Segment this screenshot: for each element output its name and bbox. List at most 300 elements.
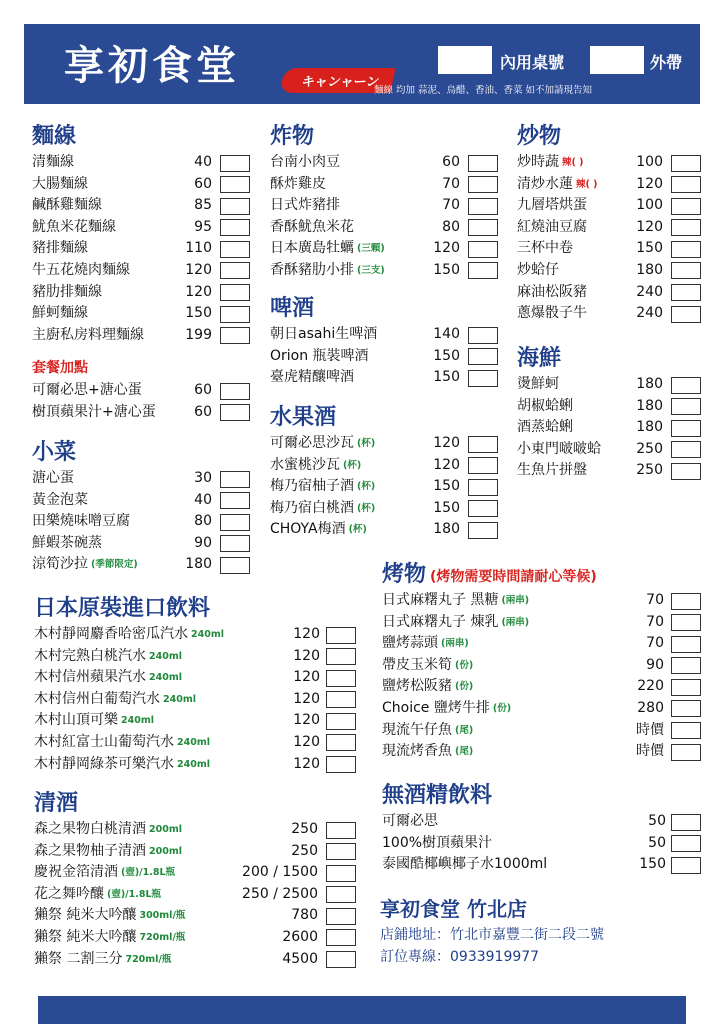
item-note: (份) xyxy=(455,681,474,693)
menu-item xyxy=(382,590,704,612)
item-price: 120 xyxy=(293,733,320,750)
item-price: 95 xyxy=(194,218,212,235)
quantity-box[interactable] xyxy=(326,865,356,882)
item-name xyxy=(382,698,511,720)
section-title: 炒物 xyxy=(517,124,562,149)
quantity-box[interactable] xyxy=(671,614,701,631)
item-name xyxy=(32,238,88,260)
grill-title-note: (烤物需要時間請耐心等候) xyxy=(430,569,597,585)
quantity-box[interactable] xyxy=(671,284,701,301)
item-price: 180 xyxy=(636,261,663,278)
item-name-text: 豬肋排麵線 xyxy=(32,283,102,300)
quantity-box[interactable] xyxy=(220,404,250,421)
menu-item xyxy=(34,754,364,776)
item-price: 150 xyxy=(433,261,460,278)
item-price: 250 xyxy=(636,462,663,479)
quantity-box[interactable] xyxy=(671,219,701,236)
item-name-text: 梅乃宿柚子酒 xyxy=(270,478,354,495)
item-name-text: 木村山頂可樂 xyxy=(34,712,118,729)
menu-item xyxy=(270,152,500,174)
quantity-box[interactable] xyxy=(220,514,250,531)
quantity-box[interactable] xyxy=(671,593,701,610)
menu-item xyxy=(32,282,252,304)
item-name xyxy=(34,841,182,863)
item-name-text: 木村靜岡麝香哈密瓜汽水 xyxy=(34,626,188,642)
item-name-text: 日式麻糬丸子 煉乳 xyxy=(382,613,499,630)
item-price: 80 xyxy=(194,513,212,530)
quantity-box[interactable] xyxy=(326,648,356,665)
item-name-text: 日式麻糬丸子 黑糖 xyxy=(382,592,499,608)
quantity-box[interactable] xyxy=(671,814,701,831)
item-name-text: 鹽烤松阪豬 xyxy=(382,678,452,695)
menu-item xyxy=(32,152,252,174)
quantity-box[interactable] xyxy=(220,492,250,509)
item-name-text: 樹頂蘋果汁+溏心蛋 xyxy=(32,403,156,420)
item-price: 120 xyxy=(293,690,320,707)
quantity-box[interactable] xyxy=(220,471,250,488)
section-sides xyxy=(32,438,252,576)
section-beer xyxy=(270,294,500,389)
quantity-box[interactable] xyxy=(220,306,250,323)
quantity-box[interactable] xyxy=(220,262,250,279)
section-title: 水果酒 xyxy=(270,405,337,430)
item-price: 2600 xyxy=(282,928,318,945)
item-name-text: 酒蒸蛤蜊 xyxy=(517,419,573,436)
item-price: 70 xyxy=(646,592,664,608)
menu-item xyxy=(382,633,704,655)
quantity-box[interactable] xyxy=(671,377,701,394)
quantity-box[interactable] xyxy=(671,241,701,258)
quantity-box[interactable] xyxy=(220,284,250,301)
quantity-box[interactable] xyxy=(220,557,250,574)
grill-title: 烤物 xyxy=(382,562,427,587)
item-price: 70 xyxy=(646,613,664,630)
item-name xyxy=(270,195,340,217)
item-price: 60 xyxy=(194,175,212,192)
menu-item xyxy=(270,367,500,389)
quantity-box[interactable] xyxy=(326,886,356,903)
item-note: (三支) xyxy=(357,264,385,276)
item-name-text: 朝日asahi生啤酒 xyxy=(270,326,378,342)
item-name xyxy=(34,949,171,971)
quantity-box[interactable] xyxy=(220,176,250,193)
item-note: (杯) xyxy=(357,438,376,449)
item-name xyxy=(34,905,185,927)
section-title: 日本原裝進口飲料 xyxy=(34,596,211,621)
item-note: (季節限定) xyxy=(91,559,138,571)
quantity-box[interactable] xyxy=(468,176,498,193)
item-name-text: 水蜜桃沙瓦 xyxy=(270,456,340,473)
menu-item xyxy=(34,927,364,949)
item-price: 50 xyxy=(648,834,666,851)
quantity-box[interactable] xyxy=(326,843,356,860)
menu-item xyxy=(270,498,500,520)
item-price: 120 xyxy=(433,456,460,473)
menu-item xyxy=(32,511,252,533)
item-note: 辣( ) xyxy=(562,157,584,168)
menu-item xyxy=(32,468,252,490)
item-price: 150 xyxy=(433,347,460,364)
store-phone: 訂位專線：0933919977 xyxy=(380,949,540,965)
quantity-box[interactable] xyxy=(468,348,498,365)
item-note: 辣( ) xyxy=(576,178,598,190)
item-name-text: 牛五花燒肉麵線 xyxy=(32,261,130,278)
item-name-text: 涼筍沙拉 xyxy=(32,556,88,573)
quantity-box[interactable] xyxy=(326,627,356,644)
quantity-box[interactable] xyxy=(671,262,701,279)
section-title: 清酒 xyxy=(34,791,79,816)
item-price: 120 xyxy=(636,218,663,235)
item-name-text: 田樂燒味噌豆腐 xyxy=(32,513,130,530)
menu-item xyxy=(517,417,707,439)
menu-item xyxy=(517,174,707,196)
item-price: 150 xyxy=(636,240,663,257)
item-price: 150 xyxy=(639,856,666,873)
quantity-box[interactable] xyxy=(220,535,250,552)
item-name-text: 木村完熟白桃汽水 xyxy=(34,647,146,664)
item-name xyxy=(270,152,340,174)
item-price: 60 xyxy=(194,403,212,420)
item-name-text: 清麵線 xyxy=(32,154,74,170)
item-note: (份) xyxy=(492,702,512,714)
quantity-box[interactable] xyxy=(468,436,498,453)
store-info xyxy=(380,894,700,968)
item-name-text: 生魚片拼盤 xyxy=(517,462,587,479)
quantity-box[interactable] xyxy=(326,691,356,708)
item-price: 60 xyxy=(442,154,460,170)
quantity-box[interactable] xyxy=(671,679,701,696)
item-name-text: 臺虎精釀啤酒 xyxy=(270,369,354,386)
item-name xyxy=(382,590,529,612)
section-soft-drinks xyxy=(382,781,704,876)
item-name xyxy=(382,676,473,698)
item-price: 280 xyxy=(637,699,664,716)
quantity-box[interactable] xyxy=(468,262,498,279)
menu-item xyxy=(32,195,252,217)
item-name xyxy=(382,655,473,677)
quantity-box[interactable] xyxy=(468,500,498,517)
menu-item xyxy=(32,174,252,196)
item-name-text: 獺祭 純米大吟釀 xyxy=(34,928,137,945)
item-name-text: 日式炸豬排 xyxy=(270,197,340,214)
menu-item xyxy=(517,260,707,282)
item-name-text: 鮮蚵麵線 xyxy=(32,305,88,322)
item-note: (尾) xyxy=(455,724,474,736)
menu-item xyxy=(270,476,500,498)
item-name xyxy=(32,468,74,490)
menu-item xyxy=(32,402,252,424)
quantity-box[interactable] xyxy=(671,657,701,674)
item-note: 240ml xyxy=(177,736,210,748)
item-price: 30 xyxy=(194,470,212,486)
quantity-box[interactable] xyxy=(468,241,498,258)
item-note: (杯) xyxy=(348,524,367,536)
quantity-box[interactable] xyxy=(468,522,498,539)
item-note: (壺)/1.8L瓶 xyxy=(107,888,162,900)
menu-item xyxy=(32,260,252,282)
item-price: 250 / 2500 xyxy=(242,885,318,902)
table-number-box[interactable] xyxy=(438,46,492,74)
item-name-text: Choice 鹽烤牛排 xyxy=(382,699,490,716)
menu-item xyxy=(32,554,252,576)
item-note: 300ml/瓶 xyxy=(139,910,186,922)
menu-item xyxy=(34,819,364,841)
section-fried xyxy=(270,122,500,282)
item-name xyxy=(34,646,182,668)
item-note: (兩串) xyxy=(441,638,469,650)
item-name xyxy=(32,303,88,325)
section-title xyxy=(382,560,704,590)
item-name-text: 可爾必思 xyxy=(382,813,438,829)
item-price: 120 xyxy=(433,435,460,451)
item-price: 150 xyxy=(433,499,460,516)
quantity-box[interactable] xyxy=(220,383,250,400)
item-name-text: 鹽烤蒜頭 xyxy=(382,635,438,652)
quantity-box[interactable] xyxy=(326,713,356,730)
quantity-box[interactable] xyxy=(671,420,701,437)
item-price: 780 xyxy=(291,907,318,924)
quantity-box[interactable] xyxy=(468,370,498,387)
item-price: 199 xyxy=(185,326,212,343)
item-note: (壺)/1.8L瓶 xyxy=(121,867,176,879)
item-name-text: 麻油松阪豬 xyxy=(517,283,587,300)
item-name-text: 香酥豬肋小排 xyxy=(270,261,354,278)
item-name-text: 獺祭 二割三分 xyxy=(34,950,123,967)
item-price: 120 xyxy=(293,626,320,642)
item-name-text: 大腸麵線 xyxy=(32,175,88,192)
quantity-box[interactable] xyxy=(326,822,356,839)
item-name-text: CHOYA梅酒 xyxy=(270,521,346,538)
quantity-box[interactable] xyxy=(671,463,701,480)
item-name-text: 可爾必思沙瓦 xyxy=(270,435,354,451)
item-name-text: 現流午仔魚 xyxy=(382,721,452,738)
menu-item xyxy=(34,884,364,906)
quantity-box[interactable] xyxy=(468,479,498,496)
menu-item xyxy=(382,655,704,677)
item-name-text: 台南小肉豆 xyxy=(270,154,340,170)
item-price: 220 xyxy=(637,678,664,695)
section-stirfry xyxy=(517,122,707,325)
item-price: 120 xyxy=(293,669,320,686)
item-price: 180 xyxy=(185,556,212,573)
item-name xyxy=(382,720,473,742)
quantity-box[interactable] xyxy=(671,722,701,739)
item-price: 120 xyxy=(293,712,320,729)
menu-item xyxy=(270,174,500,196)
quantity-box[interactable] xyxy=(220,219,250,236)
quantity-box[interactable] xyxy=(468,219,498,236)
quantity-box[interactable] xyxy=(326,756,356,773)
menu-item xyxy=(270,195,500,217)
menu-item xyxy=(34,689,364,711)
quantity-box[interactable] xyxy=(326,670,356,687)
brand-tag: キャンャーン xyxy=(279,68,396,93)
item-name-text: 鮮蝦茶碗蒸 xyxy=(32,534,102,551)
item-price: 180 xyxy=(636,376,663,392)
item-price: 110 xyxy=(185,240,212,257)
item-name xyxy=(34,710,154,732)
section-jp-drinks xyxy=(34,594,364,775)
menu-item xyxy=(34,862,364,884)
item-price: 150 xyxy=(433,369,460,386)
item-name-text: 清炒水蓮 xyxy=(517,175,573,192)
section-title: 炸物 xyxy=(270,124,315,149)
item-price: 120 xyxy=(293,647,320,664)
item-price: 250 xyxy=(291,821,318,837)
section-sake xyxy=(34,789,364,970)
item-name-text: 木村靜岡綠茶可樂汽水 xyxy=(34,755,174,772)
item-note: 720ml/瓶 xyxy=(139,931,186,943)
quantity-box[interactable] xyxy=(671,176,701,193)
item-price: 120 xyxy=(293,755,320,772)
menu-item xyxy=(382,698,704,720)
menu-item xyxy=(270,324,500,346)
quantity-box[interactable] xyxy=(220,327,250,344)
item-note: 240ml xyxy=(191,629,224,640)
item-name-text: 九層塔烘蛋 xyxy=(517,197,587,214)
item-name xyxy=(32,490,88,512)
header-banner xyxy=(24,24,700,104)
item-price: 120 xyxy=(185,261,212,278)
item-price: 50 xyxy=(648,813,666,829)
quantity-box[interactable] xyxy=(671,198,701,215)
item-name xyxy=(34,732,210,754)
item-name-text: 黃金泡菜 xyxy=(32,491,88,508)
quantity-box[interactable] xyxy=(220,155,250,172)
item-price: 250 xyxy=(291,842,318,859)
menu-item xyxy=(382,833,704,855)
quantity-box[interactable] xyxy=(468,198,498,215)
item-note: (杯) xyxy=(357,502,376,514)
item-name-text: 花之舞吟釀 xyxy=(34,885,104,902)
item-note: (三顆) xyxy=(357,243,385,255)
quantity-box[interactable] xyxy=(671,700,701,717)
quantity-box[interactable] xyxy=(468,155,498,172)
item-name-text: 森之果物柚子清酒 xyxy=(34,842,146,859)
menu-item xyxy=(32,490,252,512)
item-name xyxy=(382,633,469,655)
item-name-text: Orion 瓶裝啤酒 xyxy=(270,347,369,364)
quantity-box[interactable] xyxy=(671,441,701,458)
item-name-text: 日本廣島牡蠣 xyxy=(270,240,354,257)
quantity-box[interactable] xyxy=(326,734,356,751)
menu-item xyxy=(517,282,707,304)
quantity-box[interactable] xyxy=(671,155,701,172)
item-name-text: 蔥爆骰子牛 xyxy=(517,305,587,322)
item-price: 70 xyxy=(442,175,460,192)
item-name xyxy=(382,854,547,876)
quantity-box[interactable] xyxy=(468,457,498,474)
item-price: 200 / 1500 xyxy=(242,864,318,881)
item-price: 時價 xyxy=(636,743,664,760)
section-grill xyxy=(382,560,704,763)
item-price: 150 xyxy=(185,305,212,322)
item-note: 200ml xyxy=(149,824,182,835)
menu-item xyxy=(32,217,252,239)
menu-item xyxy=(34,905,364,927)
item-name-text: 梅乃宿白桃酒 xyxy=(270,499,354,516)
section-title: 小菜 xyxy=(32,440,77,465)
menu-item xyxy=(270,260,500,282)
item-name-text: 魷魚米花麵線 xyxy=(32,218,116,235)
menu-item xyxy=(382,612,704,634)
quantity-box[interactable] xyxy=(220,241,250,258)
menu-item xyxy=(382,676,704,698)
item-name xyxy=(382,811,438,833)
quantity-box[interactable] xyxy=(671,857,701,874)
menu-item xyxy=(32,325,252,347)
item-note: 200ml xyxy=(149,845,182,857)
item-note: 720ml/瓶 xyxy=(125,953,172,965)
item-price: 90 xyxy=(646,656,664,673)
item-name-text: 溏心蛋 xyxy=(32,470,74,486)
item-name xyxy=(34,667,182,689)
quantity-box[interactable] xyxy=(671,744,701,761)
section-title: 套餐加點 xyxy=(32,360,88,376)
item-name xyxy=(382,612,529,634)
item-price: 90 xyxy=(194,534,212,551)
item-note: (杯) xyxy=(357,481,376,493)
menu-item xyxy=(32,533,252,555)
item-name xyxy=(32,174,88,196)
item-note: (杯) xyxy=(343,459,362,471)
store-address: 店鋪地址：竹北市嘉豐二街二段二號 xyxy=(380,927,604,943)
item-name-text: 可爾必思+溏心蛋 xyxy=(32,382,142,398)
menu-item xyxy=(270,238,500,260)
item-name-text: 主廚私房料理麵線 xyxy=(32,326,144,343)
item-name-text: 炒時蔬 xyxy=(517,154,559,170)
section-seafood xyxy=(517,344,707,482)
menu-item xyxy=(34,841,364,863)
item-name-text: 燙鮮蚵 xyxy=(517,376,559,392)
quantity-box[interactable] xyxy=(671,636,701,653)
section-title: 無酒精飲料 xyxy=(382,783,493,808)
quantity-box[interactable] xyxy=(326,929,356,946)
item-price: 70 xyxy=(646,635,664,652)
item-price: 80 xyxy=(442,218,460,235)
menu-item xyxy=(34,667,364,689)
item-price: 時價 xyxy=(636,721,664,738)
item-name-text: 胡椒蛤蜊 xyxy=(517,397,573,414)
quantity-box[interactable] xyxy=(326,908,356,925)
menu-item xyxy=(382,720,704,742)
quantity-box[interactable] xyxy=(671,835,701,852)
item-name-text: 慶祝金箔清酒 xyxy=(34,864,118,881)
takeout-box[interactable] xyxy=(590,46,644,74)
menu-item xyxy=(517,460,707,482)
menu-item xyxy=(517,238,707,260)
quantity-box[interactable] xyxy=(671,306,701,323)
item-price: 240 xyxy=(636,283,663,300)
item-name xyxy=(34,754,210,776)
quantity-box[interactable] xyxy=(468,327,498,344)
quantity-box[interactable] xyxy=(326,951,356,968)
item-name-text: 酥炸雞皮 xyxy=(270,175,326,192)
item-note: 240ml xyxy=(121,715,154,727)
item-price: 60 xyxy=(194,382,212,398)
section-combo xyxy=(32,356,252,423)
item-name-text: 三杯中卷 xyxy=(517,240,573,257)
takeout-label: 外帶 xyxy=(650,53,683,72)
item-name-text: 木村信州白葡萄汽水 xyxy=(34,690,160,707)
menu-item xyxy=(517,195,707,217)
quantity-box[interactable] xyxy=(671,398,701,415)
menu-item xyxy=(517,439,707,461)
item-price: 240 xyxy=(636,305,663,322)
quantity-box[interactable] xyxy=(220,198,250,215)
item-name-text: 小東門啵啵蛤 xyxy=(517,440,601,457)
menu-item xyxy=(34,710,364,732)
